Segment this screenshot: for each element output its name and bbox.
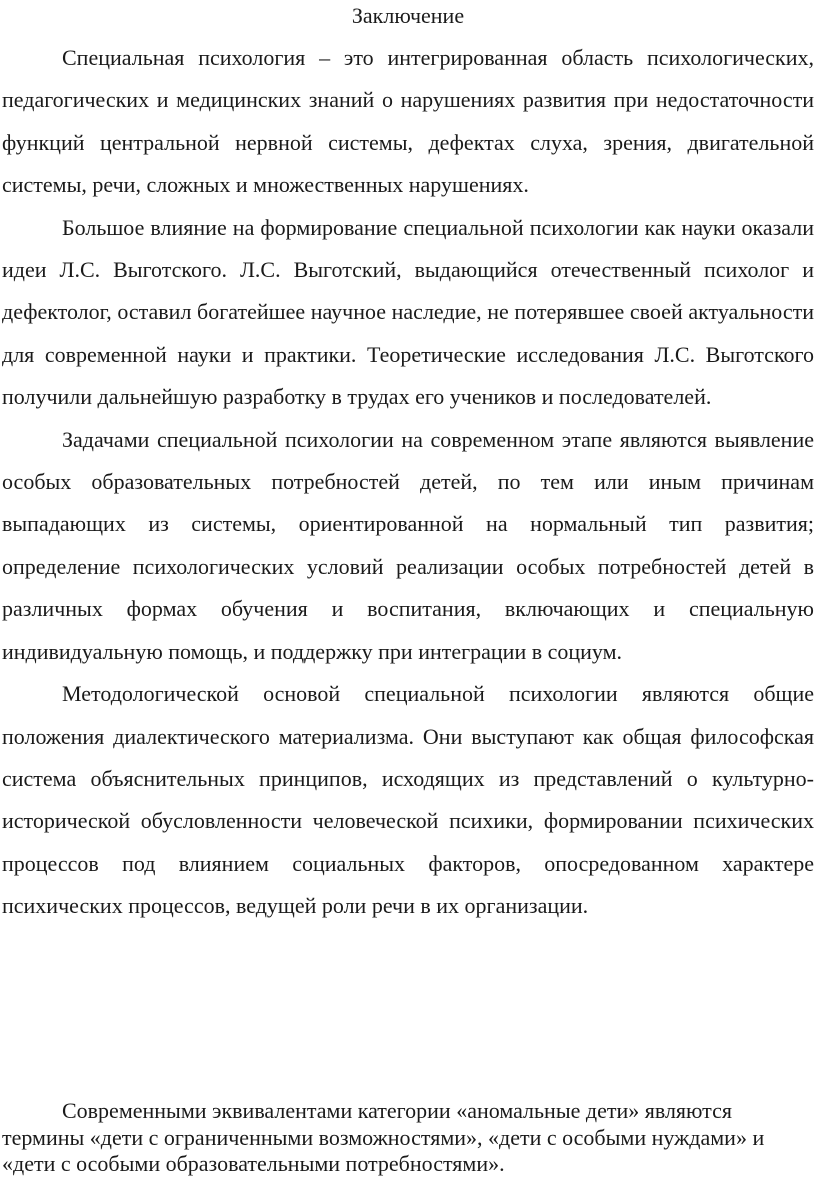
paragraph-1: Специальная психология – это интегрированная область психологических, педагогических и медицинских знаний о нарушениях развития при недостаточности функций центральной нервной системы, дефектах слуха, зрения, двигательной системы, речи, сложных и множественных нарушениях. <box>2 45 814 198</box>
paragraph-4: Методологической основой специальной психологии являются общие положения диалектического материализма. Они выступают как общая философская система объяснительных принципов, исходящих из представлений о культурно-исторической обусловленности человеческой психики, формировании психических процессов под влиянием социальных факторов, опосредованном характере психических процессов, ведущей роли речи в их организации. <box>2 681 814 919</box>
paragraph-2: Большое влияние на формирование специальной психологии как науки оказали идеи Л.С. Выготского. Л.С. Выготский, выдающийся отечественный психолог и дефектолог, оставил богатейшее научное наследие, не потерявшее своей актуальности для современной науки и практики. Теоретические исследования Л.С. Выготского получили дальнейшую разработку в трудах его учеников и последователей. <box>2 214 814 410</box>
document-body-tail <box>2 1098 814 1178</box>
document-body <box>2 37 814 928</box>
document-title: Заключение <box>351 3 465 28</box>
paragraph-5: Современными эквивалентами категории «аномальные дети» являются термины «дети с ограниченными возможностями», «дети с особыми нуждами» и «дети с особыми образовательными потребностями». <box>2 1098 765 1176</box>
paragraph-3: Задачами специальной психологии на современном этапе являются выявление особых образовательных потребностей детей, по тем или иным причинам выпадающих из системы, ориентированной на нормальный тип развития; определение психологических условий реализации особых потребностей детей в различных формах обучения и воспитания, включающих и специальную индивидуальную помощь, и поддержку при интеграции в социум. <box>2 426 814 664</box>
